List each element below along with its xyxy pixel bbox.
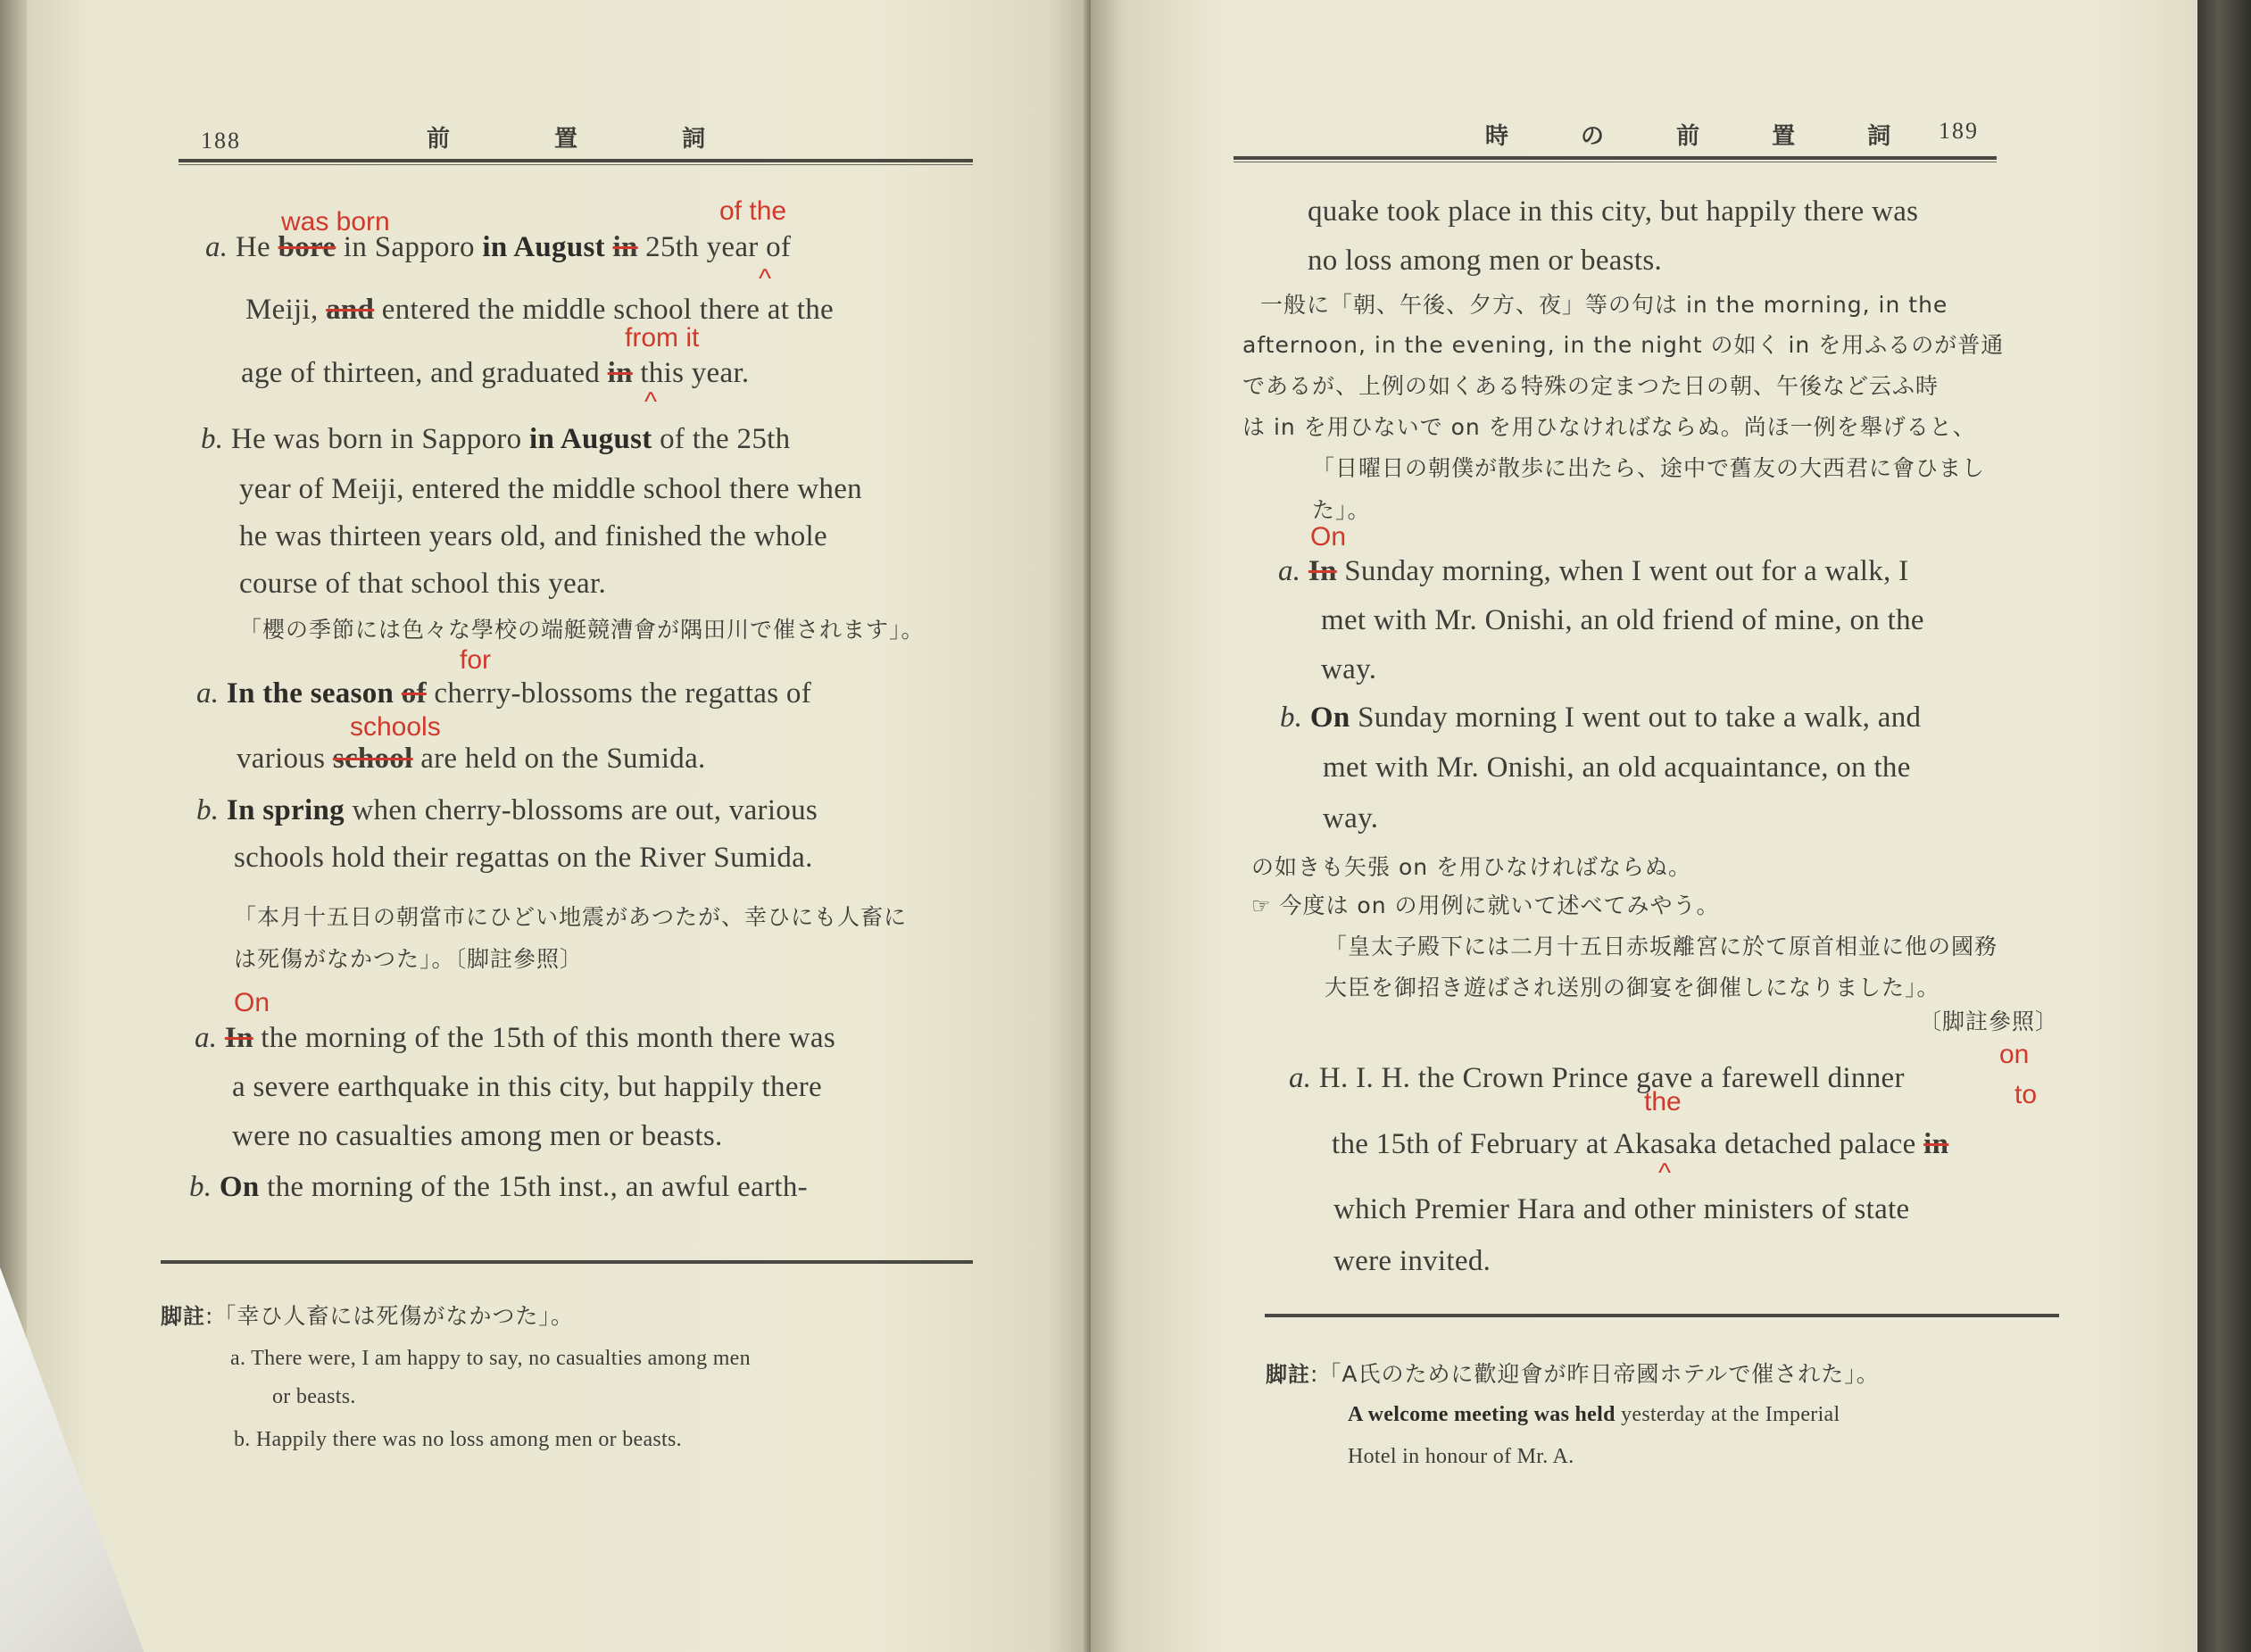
correction-on: On (1310, 522, 1347, 552)
usage-note-line-3: であるが、上例の如くある特殊の定まつた日の朝、午後など云ふ時 (1242, 373, 1940, 399)
example-1a-line-3: age of thirteen, and graduated in this year. (241, 357, 750, 389)
usage-note-line-1: 一般に「朝、午後、夕方、夜」等の句は in the morning, in the (1260, 292, 1948, 318)
example-1b-line-1: b. He was born in Sapporo in August of the 25th (201, 423, 791, 455)
footnote-a-line-1: a. There were, I am happy to say, no casualties among men (230, 1347, 751, 1370)
footnote-rule (161, 1260, 973, 1264)
correction-of-the: of the (719, 196, 787, 226)
insert-caret-2: ^ (644, 387, 658, 417)
japanese-prompt-1: 「櫻の季節には色々な學校の端艇競漕會が隅田川で催されます」。 (239, 617, 925, 643)
pointing-hand-icon: ☞ (1251, 893, 1272, 918)
footnote-line-2: Hotel in honour of Mr. A. (1348, 1445, 1574, 1468)
correction-on-2: on (1999, 1040, 2030, 1069)
footnote-reference: 〔脚註參照〕 (1919, 1009, 2059, 1034)
on-usage-heading: ☞ 今度は on の用例に就いて述べてみやう。 (1251, 892, 1720, 918)
japanese-prompt-4-line-2: 大臣を御招き遊ばされ送別の御宴を御催しになりました」。 (1325, 975, 1940, 1000)
example-3a-line-2: a severe earthquake in this city, but happily there (232, 1071, 823, 1103)
insert-caret: ^ (759, 264, 772, 294)
on-usage-note: の如きも矢張 on を用ひなければならぬ。 (1251, 854, 1692, 880)
header-rule (179, 159, 973, 165)
example-4b-line-2: met with Mr. Onishi, an old acquaintance, on the (1323, 751, 1911, 784)
example-1b-line-4: course of that school this year. (239, 568, 606, 600)
footnote-heading: 脚註:「A氏のために歡迎會が昨日帝國ホテルで催された」。 (1266, 1361, 1880, 1387)
footnote-a-line-2: or beasts. (272, 1385, 356, 1408)
japanese-prompt-2-line-1: 「本月十五日の朝當市にひどい地震があつたが、幸ひにも人畜に (234, 904, 908, 930)
example-4a-line-1: a. In Sunday morning, when I went out for a walk, I (1278, 555, 1909, 587)
example-5a-line-4: were invited. (1333, 1245, 1491, 1277)
example-2b-line-1: b. In spring when cherry-blossoms are out, various (196, 794, 818, 826)
japanese-prompt-3-line-2: た」。 (1312, 497, 1371, 523)
running-header: 前 置 詞 (427, 126, 754, 153)
example-1a-line-1: a. He bore in Sapporo in August in 25th year of (205, 231, 792, 263)
example-5a-line-2: the 15th of February at Akasaka detached palace in (1332, 1128, 1949, 1160)
footnote-b-line-1: b. Happily there was no loss among men or beasts. (234, 1428, 682, 1451)
example-4b-line-1: b. On Sunday morning I went out to take a walk, and (1280, 701, 1922, 734)
book-cover-edge (2197, 0, 2251, 1652)
example-4b-line-3: way. (1323, 802, 1379, 834)
footnote-rule (1265, 1314, 2059, 1317)
continuation-line-2: no loss among men or beasts. (1308, 245, 1663, 277)
example-2a-line-1: a. In the season of cherry-blossoms the regattas of (196, 677, 812, 710)
example-5a-line-1: a. H. I. H. the Crown Prince gave a farewell dinner (1289, 1062, 1905, 1094)
correction-schools: schools (350, 712, 441, 742)
running-header: 時 の 前 置 詞 (1485, 123, 1923, 150)
left-page (27, 0, 1091, 1652)
japanese-prompt-2-line-2: は死傷がなかつた」。〔脚註參照〕 (234, 946, 584, 972)
correction-for: for (460, 645, 492, 675)
right-page (1091, 0, 2197, 1652)
footnote-heading: 脚註:「幸ひ人畜には死傷がなかつた」。 (161, 1303, 574, 1329)
example-4a-line-2: met with Mr. Onishi, an old friend of mine, on the (1321, 604, 1924, 636)
example-2b-line-2: schools hold their regattas on the River Sumida. (234, 842, 813, 874)
example-2a-line-2: various school are held on the Sumida. (237, 743, 706, 775)
usage-note-line-4: は in を用ひないで on を用ひなければならぬ。尚ほ一例を舉げると、 (1242, 414, 1976, 440)
correction-from-it: from it (625, 323, 700, 353)
footnote-line-1: A welcome meeting was held yesterday at the Imperial (1348, 1403, 1840, 1426)
page-number: 188 (201, 128, 241, 154)
correction-was-born: was born (281, 207, 390, 237)
correction-the: the (1644, 1087, 1682, 1117)
example-3b-line-1: b. On the morning of the 15th inst., an awful earth- (189, 1171, 808, 1203)
japanese-prompt-4-line-1: 「皇太子殿下には二月十五日赤坂離宮に於て原首相並に他の國務 (1325, 934, 1998, 959)
header-rule (1233, 156, 1997, 162)
continuation-line-1: quake took place in this city, but happily there was (1308, 195, 1919, 228)
insert-caret: ^ (1658, 1158, 1672, 1188)
example-3a-line-1: a. In the morning of the 15th of this month there was (195, 1022, 836, 1054)
example-3a-line-3: were no casualties among men or beasts. (232, 1120, 723, 1152)
example-1b-line-3: he was thirteen years old, and finished the whole (239, 520, 827, 552)
usage-note-line-2: afternoon, in the evening, in the night の如く in を用ふるのが普通 (1242, 332, 2005, 358)
correction-to: to (2014, 1080, 2038, 1109)
page-number: 189 (1939, 118, 1979, 144)
example-4a-line-3: way. (1321, 653, 1377, 685)
example-1b-line-2: year of Meiji, entered the middle school there when (239, 473, 862, 505)
correction-on: On (234, 988, 270, 1017)
example-1a-line-2: Meiji, and entered the middle school there at the (245, 294, 834, 326)
example-5a-line-3: which Premier Hara and other ministers of state (1333, 1193, 1910, 1225)
japanese-prompt-3-line-1: 「日曜日の朝僕が散歩に出たら、途中で舊友の大西君に會ひまし (1312, 455, 1986, 481)
